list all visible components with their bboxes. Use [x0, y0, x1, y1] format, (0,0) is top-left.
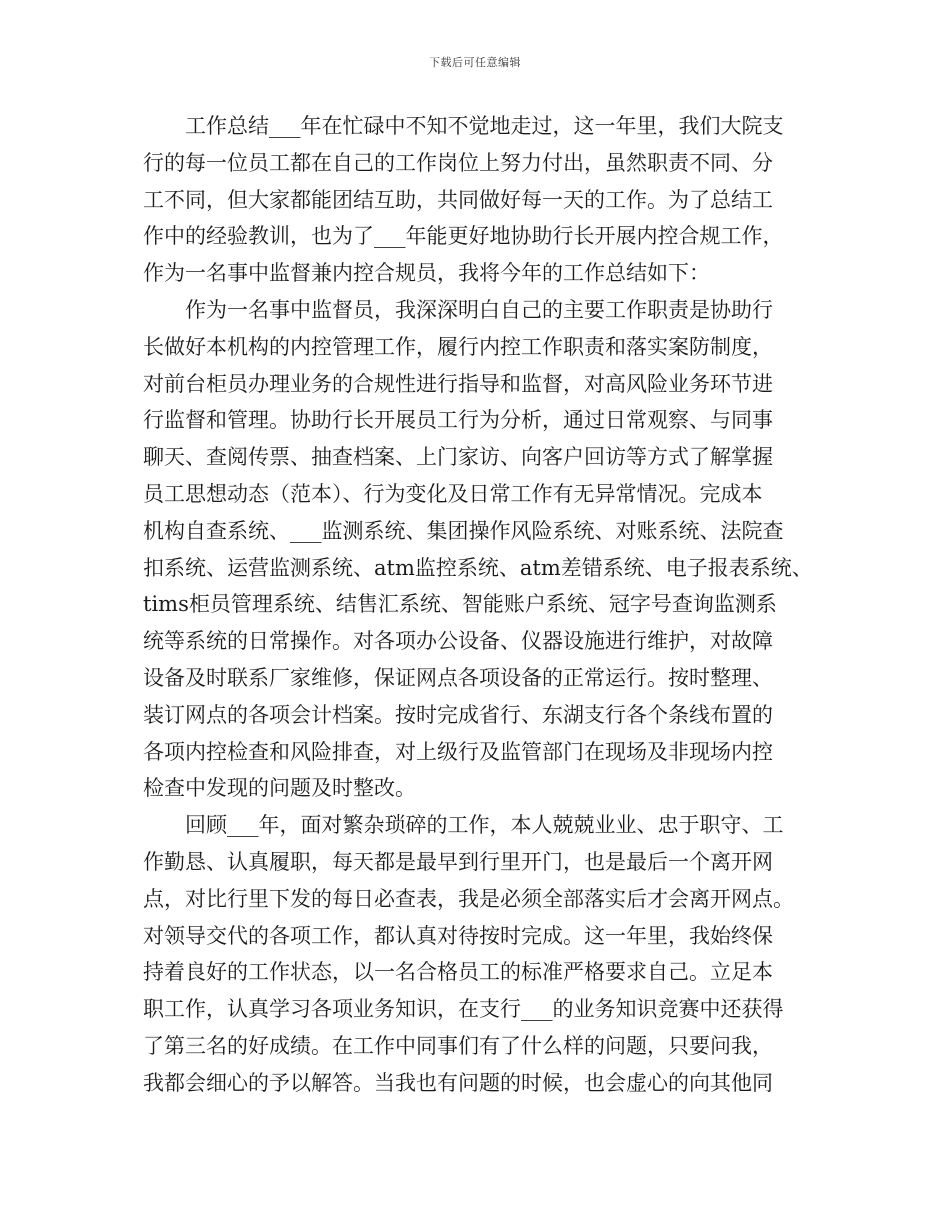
text-line: 行的每一位员工都在自己的工作岗位上努力付出，虽然职责不同、分: [143, 150, 773, 175]
text-line: 持着良好的工作状态，以一名合格员工的标准严格要求自己。立足本: [143, 960, 773, 985]
text-line: 职工作，认真学习各项业务知识，在支行___的业务知识竞赛中还获得: [143, 997, 784, 1022]
text-line: 工作总结___年在忙碌中不知不觉地走过，这一年里，我们大院支: [185, 114, 784, 138]
text-line: tims柜员管理系统、结售汇系统、智能账户系统、冠字号查询监测系: [143, 592, 777, 617]
text-line: 对领导交代的各项工作，都认真对待按时完成。这一年里，我始终保: [143, 923, 773, 948]
text-line: 点，对比行里下发的每日必查表，我是必须全部落实后才会离开网点。: [143, 886, 794, 911]
paragraph-1: [143, 108, 821, 292]
paragraph-3: [143, 807, 821, 1101]
header-note: 下载后可任意编辑: [429, 56, 521, 69]
text-line: 检查中发现的问题及时整改。: [143, 776, 416, 801]
text-line: 长做好本机构的内控管理工作，履行内控工作职责和落实案防制度，: [143, 334, 773, 359]
text-line: 对前台柜员办理业务的合规性进行指导和监督，对高风险业务环节进: [143, 371, 773, 396]
text-line: 机构自查系统、___监测系统、集团操作风险系统、对账系统、法院查: [143, 518, 784, 543]
text-line: 作为一名事中监督兼内控合规员，我将今年的工作总结如下：: [143, 261, 710, 286]
text-line: 员工思想动态（范本）、行为变化及日常工作有无异常情况。完成本: [143, 481, 763, 506]
text-line: 各项内控检查和风险排查，对上级行及监管部门在现场及非现场内控: [143, 739, 773, 764]
paragraph-2: [143, 292, 821, 807]
text-line: 了第三名的好成绩。在工作中同事们有了什么样的问题，只要问我，: [143, 1033, 773, 1058]
text-line: 回顾___年，面对繁杂琐碎的工作，本人兢兢业业、忠于职守、工: [185, 813, 784, 838]
text-line: 统等系统的日常操作。对各项办公设备、仪器设施进行维护，对故障: [143, 629, 773, 654]
text-line: 聊天、查阅传票、抽查档案、上门家访、向客户回访等方式了解掌握: [143, 445, 773, 470]
text-line: 工不同，但大家都能团结互助，共同做好每一天的工作。为了总结工: [143, 187, 773, 212]
text-line: 作中的经验教训，也为了___年能更好地协助行长开展内控合规工作，: [143, 224, 784, 249]
text-line: 我都会细心的予以解答。当我也有问题的时候，也会虚心的向其他同: [143, 1070, 773, 1095]
text-line: 行监督和管理。协助行长开展员工行为分析，通过日常观察、与同事: [143, 408, 773, 433]
text-line: 设备及时联系厂家维修，保证网点各项设备的正常运行。按时整理、: [143, 665, 773, 690]
text-line: 装订网点的各项会计档案。按时完成省行、东湖支行各个条线布置的: [143, 702, 773, 727]
text-line: 作勤恳、认真履职，每天都是最早到行里开门，也是最后一个离开网: [143, 849, 773, 874]
text-line: 作为一名事中监督员，我深深明白自己的主要工作职责是协助行: [185, 297, 773, 322]
document-body: [143, 108, 821, 1102]
text-line: 扣系统、运营监测系统、atm监控系统、atm差错系统、电子报表系统、: [143, 555, 813, 580]
